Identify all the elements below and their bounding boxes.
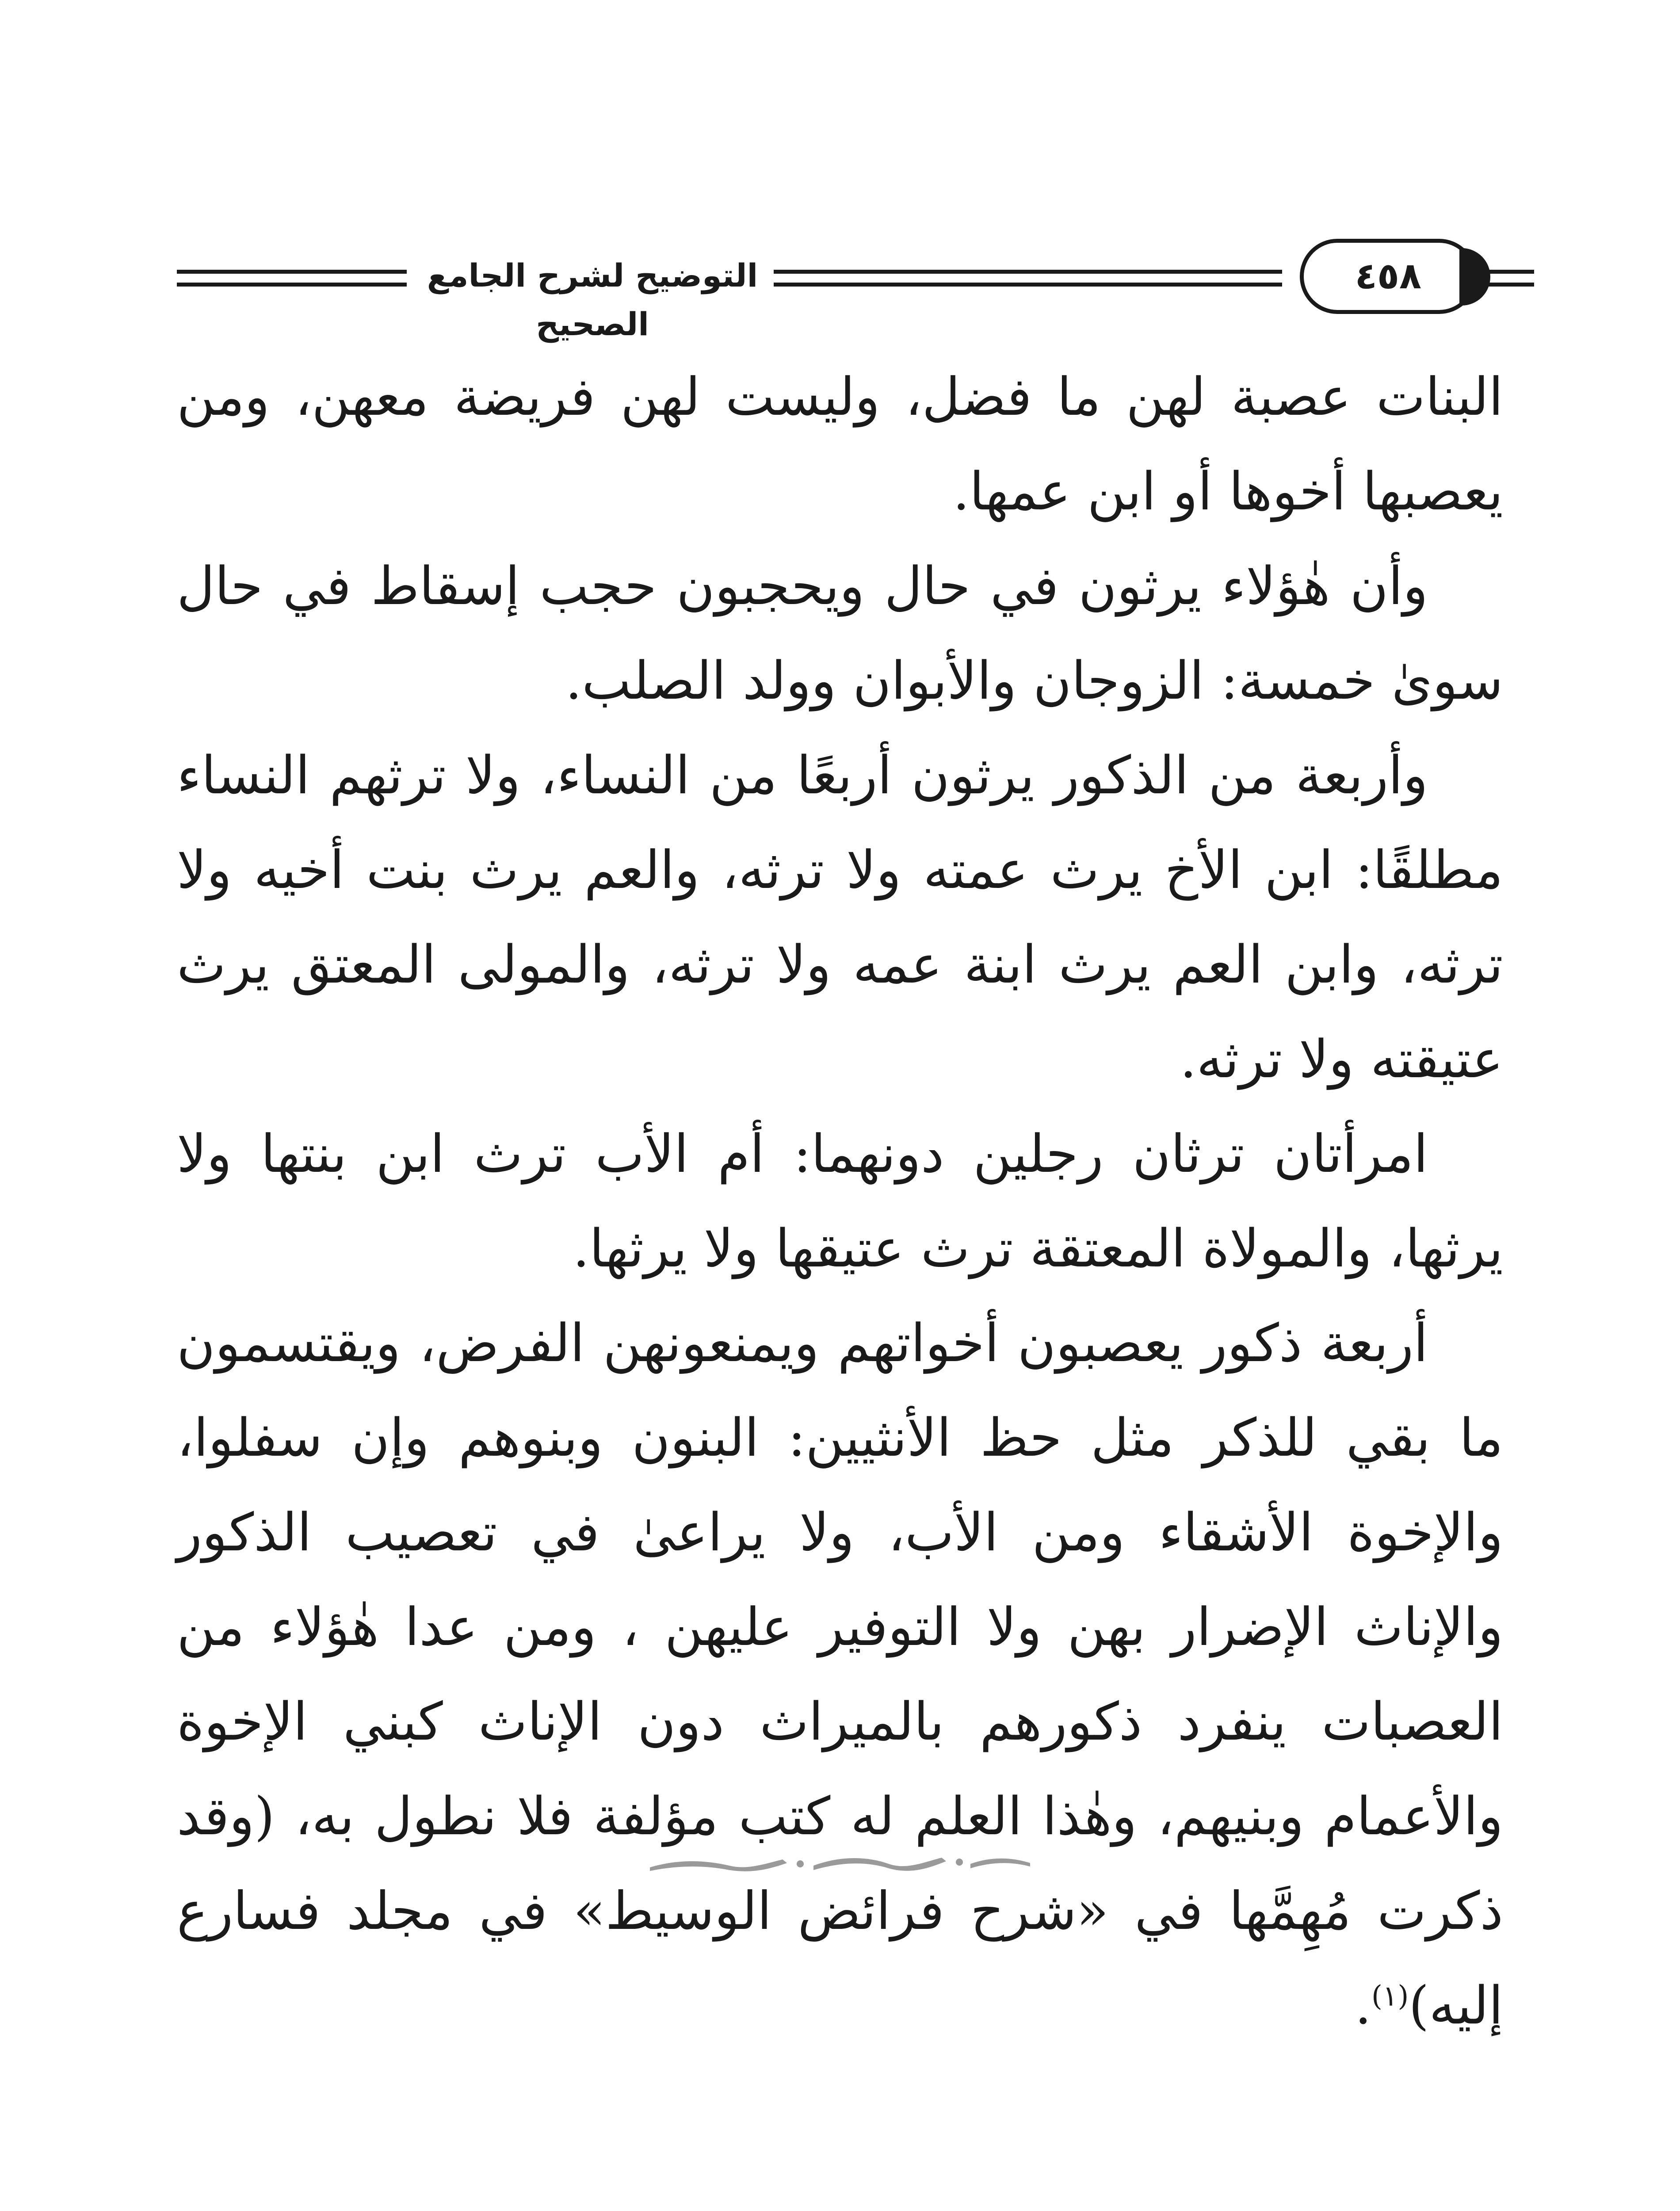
paragraph-5-text: أربعة ذكور يعصبون أخواتهم ويمنعونهن الفرض، ويقتسمون ما بقي للذكر مثل حظ الأنثيين: البنون وبنوهم وإن سفلوا، والإخوة الأشقاء ومن الأب، ولا يراعىٰ في تعصيب الذكور والإناث الإضرار بهن ولا التوفير عليهن ، ومن عدا هٰؤلاء من العصبات ينفرد ذكورهم بالميراث دون الإناث كبني الإخوة والأعمام وبنيهم، وهٰذا العلم له كتب مؤلفة فلا نطول به، (وقد ذكرت مُهِمَّها في «شرح فرائض الوسيط» في مجلد فسارع إليه)	[177, 1312, 1503, 2036]
header-rule-left	[177, 270, 407, 287]
header-rule-right	[1485, 270, 1534, 287]
running-header	[177, 239, 1534, 343]
paragraph-5	[177, 1296, 1503, 2053]
footnote-reference: (١)	[1371, 1980, 1409, 2013]
header-rule-middle	[774, 270, 1282, 287]
paragraph-3: وأربعة من الذكور يرثون أربعًا من النساء، ولا ترثهم النساء مطلقًا: ابن الأخ يرث عمته ولا ترثه، والعم يرث بنت أخيه ولا ترثه، وابن العم يرث ابنة عمه ولا ترثه، والمولى المعتق يرث عتيقته ولا ترثه.	[177, 745, 1503, 1090]
section-end-ornament	[641, 1846, 1039, 1877]
paragraph-1: البنات عصبة لهن ما فضل، وليست لهن فريضة معهن، ومن يعصبها أخوها أو ابن عمها.	[177, 366, 1503, 522]
paragraph-5-tail: .	[1355, 1975, 1372, 2036]
paragraph-2: وأن هٰؤلاء يرثون في حال ويحجبون حجب إسقاط في حال سوىٰ خمسة: الزوجان والأبوان وولد الصلب.	[177, 555, 1503, 711]
paragraph-4: امرأتان ترثان رجلين دونهما: أم الأب ترث ابن بنتها ولا يرثها، والمولاة المعتقة ترث عتيقها ولا يرثها.	[177, 1123, 1503, 1279]
body-text	[177, 349, 1503, 2053]
page-number-badge	[1300, 239, 1477, 314]
running-title: التوضيح لشرح الجامع الصحيح	[427, 257, 758, 343]
page-number: ٤٥٨	[1355, 255, 1422, 297]
